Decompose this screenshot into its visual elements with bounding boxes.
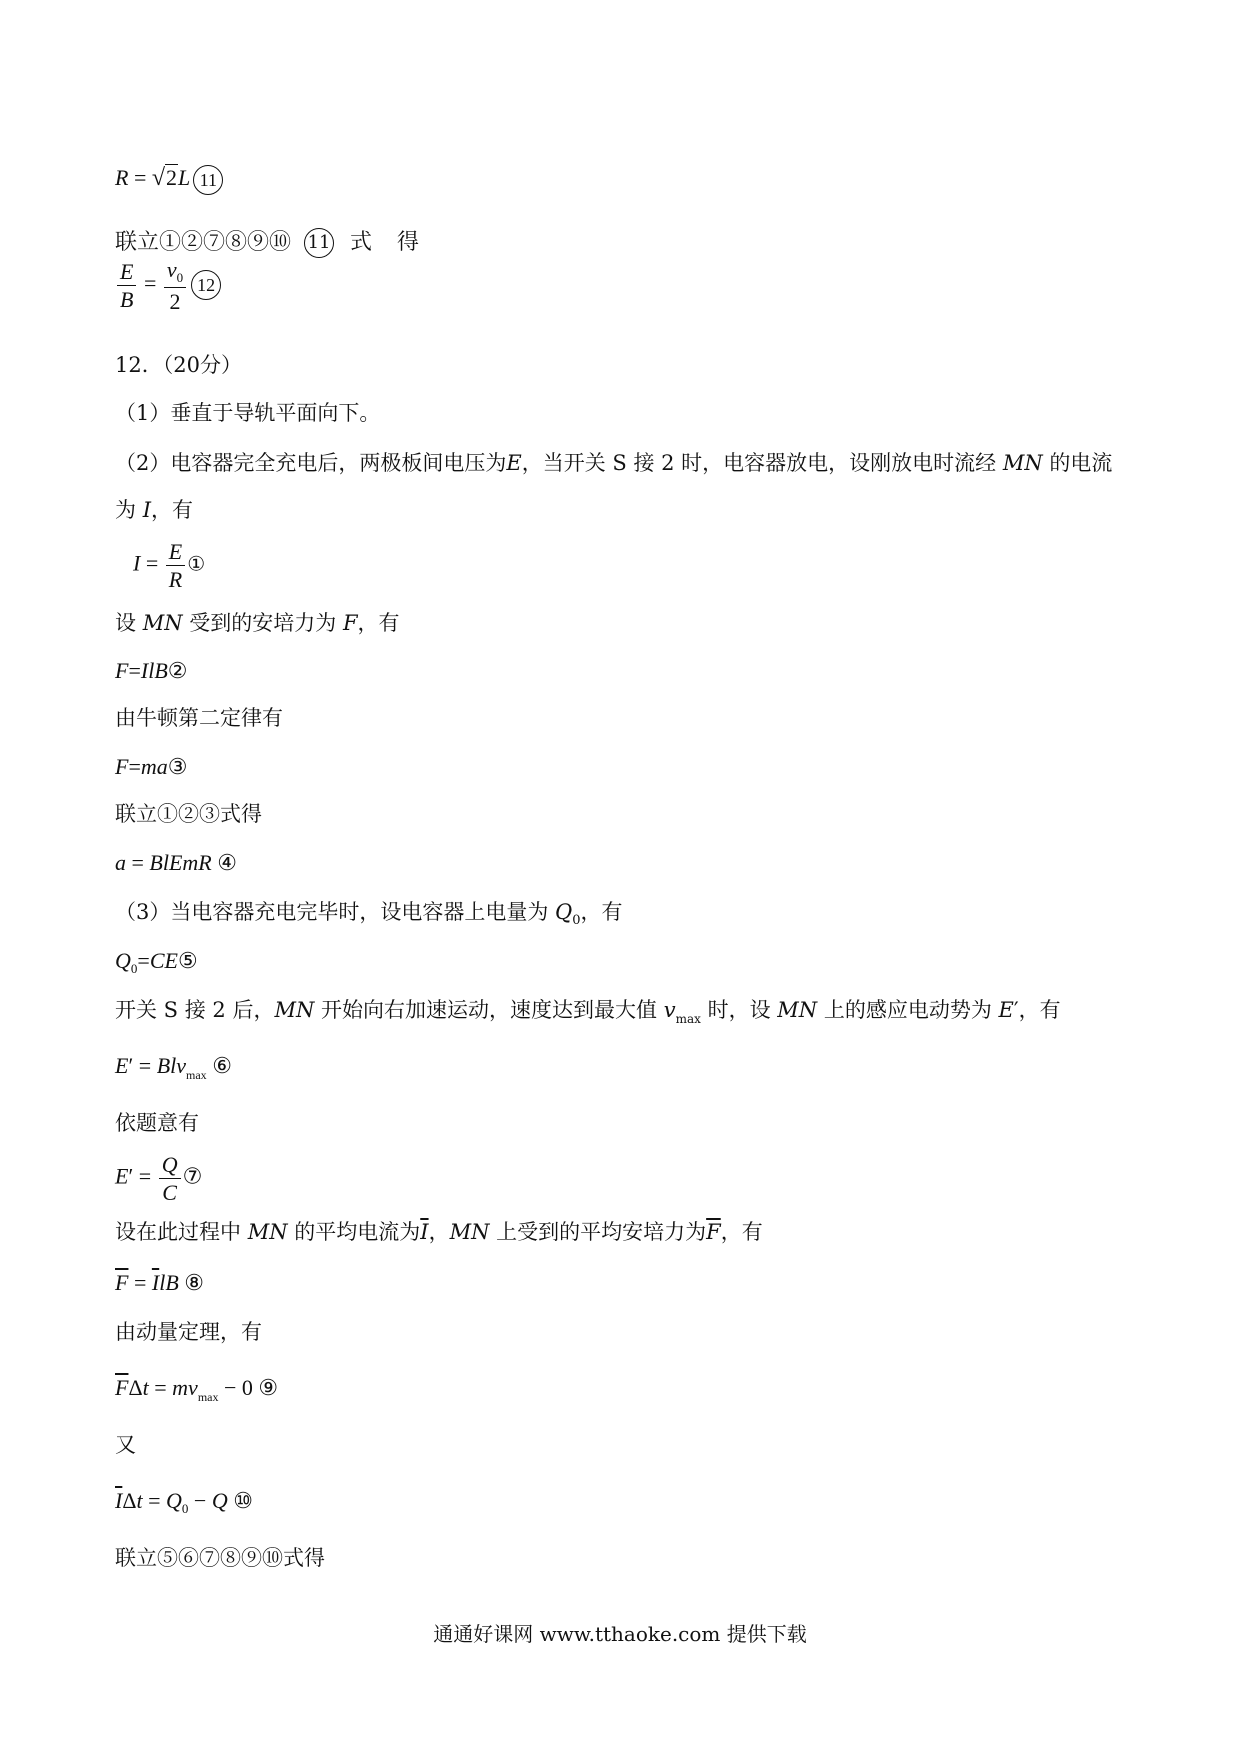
problem-heading: 12．（20分）	[115, 353, 242, 377]
text-line-combine-1: 联立①②⑦⑧⑨⑩ 11 式 得	[115, 228, 428, 258]
equation-a: a = BlEmR ④	[115, 850, 237, 875]
equation-i: I = $\frac{E}{R}$ ①	[133, 539, 206, 593]
text-switch-s2: 开关 S 接 2 后，MN 开始向右加速运动，速度达到最大值 $v_{max}$ 时，设 MN 上的感应电动势为 E′，有	[115, 998, 1061, 1026]
equation-r: R = √2L 11	[115, 165, 223, 195]
part-2-intro-cont: 为 I，有	[115, 498, 193, 522]
part-3-intro: （3）当电容器充电完毕时，设电容器上电量为 $Q_0$，有	[115, 900, 623, 928]
equation-q0: $Q_0=CE⑤$	[115, 948, 198, 976]
text-ampere-force: 设 MN 受到的安培力为 F，有	[115, 611, 400, 635]
part-2-intro: （2）电容器完全充电后，两极板间电压为E，当开关 S 接 2 时，电容器放电，设刚放电时流经 MN 的电流	[115, 451, 1113, 475]
equation-f-bar: $\overline{F} = \overline{I}lB$ ⑧	[115, 1270, 204, 1295]
equation-charge: $\overline{I}\Delta t = Q_0 - Q$ ⑩	[115, 1488, 253, 1516]
equation-f-ma: F=ma③	[115, 754, 188, 779]
text-by-problem: 依题意有	[115, 1111, 199, 1135]
page-footer: 通通好课网 www.tthaoke.com 提供下载	[433, 1622, 807, 1646]
equation-e-prime-q-c: E′ = $\frac{Q}{C}$ ⑦	[115, 1152, 203, 1206]
equation-f-ilb: F=IlB②	[115, 658, 188, 683]
text-average-current: 设在此过程中 MN 的平均电流为$\overline{I}$，MN 上受到的平均安培力为$\overline{F}$，有	[115, 1220, 763, 1244]
part-1-answer: （1）垂直于导轨平面向下。	[115, 401, 381, 425]
equation-e-prime: E′ = Blv$_{max}$ ⑥	[115, 1053, 232, 1082]
equation-momentum: $\overline{F}\Delta t = mv_{max} - 0$ ⑨	[115, 1375, 279, 1404]
text-combine-2: 联立①②③式得	[115, 802, 262, 826]
text-newton: 由牛顿第二定律有	[115, 706, 283, 730]
equation-e-over-b: $\frac{E}{B}$ = $\frac{v_0}{2}$ 12	[115, 258, 221, 313]
text-combine-3: 联立⑤⑥⑦⑧⑨⑩式得	[115, 1546, 325, 1570]
text-momentum-theorem: 由动量定理，有	[115, 1320, 262, 1344]
text-also: 又	[115, 1433, 136, 1457]
